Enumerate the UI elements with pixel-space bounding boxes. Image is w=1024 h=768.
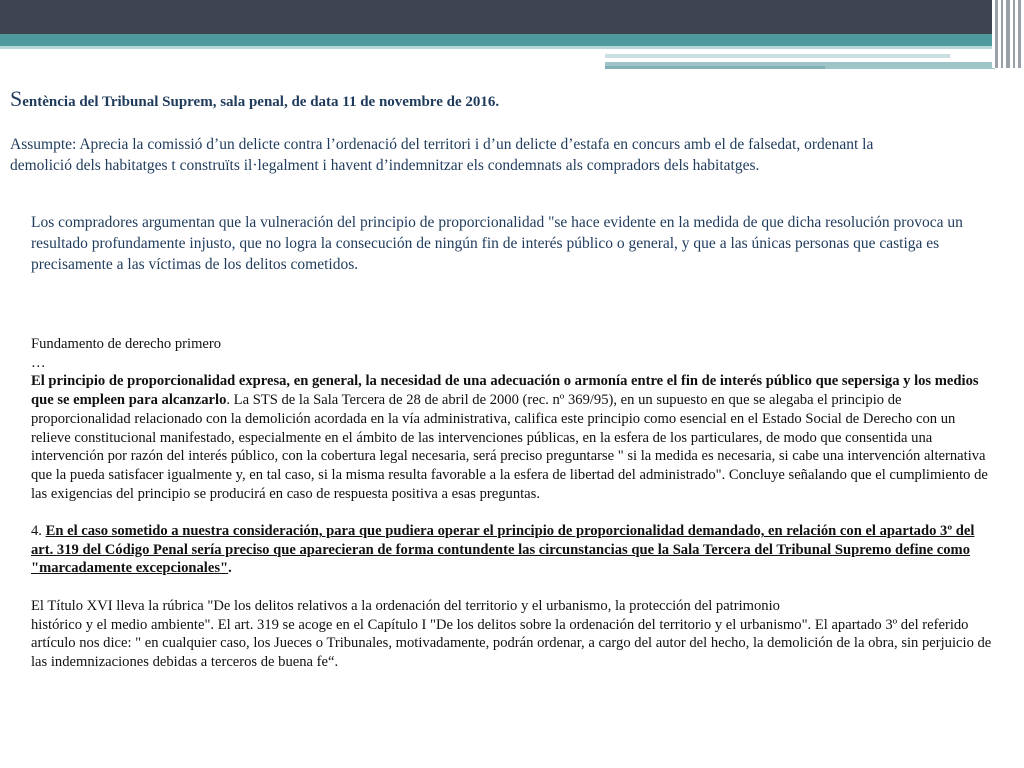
title-initial: S [10,86,23,111]
titulo-xvi-line1: El Título XVI lleva la rúbrica "De los delitos relativos a la ordenación del territorio y el urbanismo, la protección del patrimonio [31,597,780,614]
principle-text: . La STS de la Sala Tercera de 28 de abril de 2000 (rec. nº 369/95), en un supuesto en que se alegaba el principio de proporcionalidad relacionado con la demolición acordada en la vía administrativa, califica este principio como esencial en el Estado Social de Derecho con un relieve constitucional manifestado, especialmente en el ámbito de las intervenciones públicas, en la esfera de los particulares, de modo que consentida una intervención por razón del interés público, con la cobertura legal necesaria, será preciso preguntarse " si la medida es necesaria, si cabe una intervención alternativa que la pueda satisfacer igualmente y, en tal caso, si la misma resulta favorable a la esfera de libertad del administrado". Concluye señalando que el cumplimiento de las exigencias del principio se producirá en caso de respuesta positiva a esas preguntas. [31,392,988,502]
teal-accent-strip [0,46,1000,49]
top-header-bar [0,0,1024,34]
fundamento-heading: Fundamento de derecho primero [31,336,222,352]
point-4-underlined-text: En el caso sometido a nuestra consideración, para que pudiera operar el principio de proporcionalidad demandado, en relación con el apartado 3º del art. 319 del Código Penal sería preciso que aparecieran de forma contundente las circunstancias que la Sala Tercera del Tribunal Supremo define como "marcadamente excepcionales" [31,523,975,577]
principle-bold-text: El principio de proporcionalidad expresa, en general, la necesidad de una adecuación o armonía entre el fin de interés público que sepersiga y los medios que se empleen para alcanzarlo [31,373,979,409]
decorative-stripes [992,0,1024,68]
principle-paragraph [31,372,996,503]
teal-accent-bar [0,34,1000,46]
point-4-number: 4. [31,523,46,540]
decorative-line [605,54,950,58]
assumpte-paragraph: Assumpte: Aprecia la comissió d’un delicte contra l’ordenació del territori i d’un delicte d’estafa en concurs amb el de falsedat, ordenant la demolició dels habitatges t construïts il·legalment i havent d’indemnitzar els condemnats als compradors dels habitatges. [10,136,874,174]
point-4-period: . [228,560,232,577]
slide-title [10,86,499,112]
compradores-paragraph: Los compradores argumentan que la vulneración del principio de proporcionalidad "se hace evidente en la medida de que dicha resolución provoca un resultado profundamente injusto, que no logra la consecución de ningún fin de interés público o general, y que a las únicas personas que castiga es precisamente a las víctimas de los delitos cometidos. [31,214,963,273]
ellipsis: … [31,354,46,371]
title-text: entència del Tribunal Suprem, sala penal, de data 11 de novembre de 2016. [22,94,500,110]
decorative-line [605,66,825,69]
fundamento-section [31,335,996,672]
point-4-paragraph [31,522,996,578]
titulo-xvi-rest: histórico y el medio ambiente". El art. 319 se acoge en el Capítulo I "De los delitos sobre la ordenación del territorio y el urbanismo". El apartado 3º del referido artículo nos dice: " en cualquier caso, los Jueces o Tribunales, motivadamente, podrán ordenar, a cargo del autor del hecho, la demolición de la obra, sin perjuicio de las indemnizaciones debidas a terceros de buena fe“. [31,616,992,670]
